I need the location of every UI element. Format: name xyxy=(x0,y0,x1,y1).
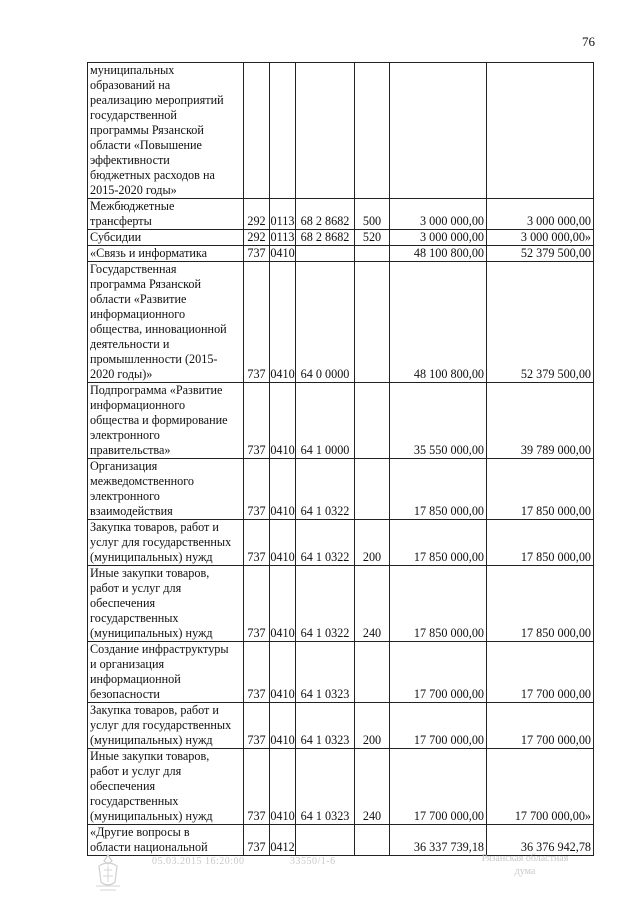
item-name-line: общества и формирование xyxy=(90,413,228,427)
section-code-cell: 0412 xyxy=(270,825,296,856)
amount-year-2-cell: 3 000 000,00» xyxy=(487,230,594,246)
amount-year-1-cell: 17 700 000,00 xyxy=(390,749,487,825)
table-row xyxy=(88,825,594,856)
item-name-line: межведомственного xyxy=(90,474,195,488)
expense-type-cell: 240 xyxy=(355,749,390,825)
item-name-line: государственной xyxy=(90,108,177,122)
footer-organization xyxy=(450,852,600,878)
budget-table xyxy=(87,62,594,856)
expense-type-cell xyxy=(355,642,390,703)
section-code-cell: 0410 xyxy=(270,642,296,703)
expense-type-cell: 500 xyxy=(355,199,390,230)
target-article-cell: 64 1 0323 xyxy=(296,749,355,825)
item-name-line: Организация xyxy=(90,459,158,473)
item-name-line: Иные закупки товаров, xyxy=(90,566,210,580)
section-code-cell: 0410 xyxy=(270,566,296,642)
item-name-line: промышленности (2015- xyxy=(90,352,218,366)
section-code-cell: 0410 xyxy=(270,383,296,459)
item-name-line: информационного xyxy=(90,307,186,321)
expense-type-cell xyxy=(355,825,390,856)
amount-year-2-cell xyxy=(487,63,594,199)
amount-year-2-cell: 3 000 000,00 xyxy=(487,199,594,230)
section-code-cell: 0410 xyxy=(270,459,296,520)
item-name-cell xyxy=(88,230,244,246)
section-code-cell: 0113 xyxy=(270,230,295,244)
ministry-code-cell: 737 xyxy=(244,749,270,825)
expense-type-cell: 240 xyxy=(355,566,390,642)
item-name-line: работ и услуг для xyxy=(90,764,182,778)
target-article-cell: 64 1 0322 xyxy=(296,566,355,642)
target-article-cell: 64 1 0322 xyxy=(296,459,355,520)
item-name-line: (муниципальных) нужд xyxy=(90,809,213,823)
item-name-line: обеспечения xyxy=(90,596,156,610)
item-name-line: 2020 годы)» xyxy=(90,367,153,381)
section-code-cell xyxy=(270,63,296,199)
page-number: 76 xyxy=(582,34,595,49)
item-name-line: безопасности xyxy=(90,687,160,701)
item-name-line: Закупка товаров, работ и xyxy=(90,520,219,534)
expense-type-cell: 520 xyxy=(355,230,390,246)
target-article-cell xyxy=(296,825,355,856)
section-code-cell: 0113 xyxy=(270,199,296,230)
item-name-cell xyxy=(88,262,244,383)
expense-type-cell xyxy=(355,383,390,459)
target-article-cell: 64 0 0000 xyxy=(296,262,355,383)
page-footer xyxy=(88,852,628,892)
footer-org-line: дума xyxy=(514,866,536,877)
target-article-cell: 64 1 0323 xyxy=(296,703,355,749)
ministry-code-cell: 292 xyxy=(244,199,270,230)
target-article-cell xyxy=(296,246,355,262)
table-row xyxy=(88,642,594,703)
item-name-line: (муниципальных) нужд xyxy=(90,626,213,640)
table-row xyxy=(88,246,594,262)
expense-type-cell xyxy=(355,459,390,520)
item-name-cell xyxy=(88,459,244,520)
target-article-cell: 64 1 0323 xyxy=(296,642,355,703)
item-name-line: области «Повышение xyxy=(90,138,202,152)
item-name-line: услуг для государственных xyxy=(90,535,232,549)
item-name-line: обеспечения xyxy=(90,779,156,793)
item-name-line: правительства» xyxy=(90,443,171,457)
item-name-line: трансферты xyxy=(90,214,152,228)
expense-type-cell xyxy=(355,246,390,262)
item-name-cell xyxy=(88,246,244,262)
table-row xyxy=(88,459,594,520)
amount-year-1-cell: 17 700 000,00 xyxy=(390,703,487,749)
ministry-code-cell: 737 xyxy=(244,566,270,642)
amount-year-1-cell: 17 850 000,00 xyxy=(390,520,487,566)
item-name-line: Подпрограмма «Развитие xyxy=(90,383,223,397)
target-article-cell: 64 1 0322 xyxy=(296,520,355,566)
item-name-line: бюджетных расходов на xyxy=(90,168,215,182)
ministry-code-cell: 737 xyxy=(244,262,270,383)
amount-year-2-cell: 17 700 000,00» xyxy=(487,749,594,825)
table-row xyxy=(88,566,594,642)
target-article-cell: 64 1 0000 xyxy=(296,383,355,459)
item-name-line: «Другие вопросы в xyxy=(90,825,190,839)
item-name-line: программа Рязанской xyxy=(90,277,202,291)
item-name-cell xyxy=(88,749,244,825)
section-code-cell: 0410 xyxy=(270,749,296,825)
item-name-cell xyxy=(88,199,244,230)
item-name-line: программы Рязанской xyxy=(90,123,204,137)
table-row xyxy=(88,199,594,230)
item-name-line: Государственная xyxy=(90,262,177,276)
amount-year-1-cell: 48 100 800,00 xyxy=(390,246,487,262)
expense-type-cell xyxy=(355,262,390,383)
item-name-cell xyxy=(88,520,244,566)
target-article-cell: 68 2 8682 xyxy=(296,230,355,246)
table-row xyxy=(88,703,594,749)
ministry-code-cell: 737 xyxy=(244,383,270,459)
amount-year-1-cell: 3 000 000,00 xyxy=(390,230,487,246)
item-name-line: образований на xyxy=(90,78,171,92)
amount-year-2-cell: 52 379 500,00 xyxy=(487,262,594,383)
item-name-line: Закупка товаров, работ и xyxy=(90,703,219,717)
amount-year-2-cell: 36 376 942,78 xyxy=(487,825,594,856)
ministry-code-cell: 737 xyxy=(244,246,270,262)
table-row xyxy=(88,383,594,459)
amount-year-2-cell: 17 700 000,00 xyxy=(487,642,594,703)
amount-year-2-cell: 17 850 000,00 xyxy=(487,566,594,642)
item-name-line: 2015-2020 годы» xyxy=(90,183,177,197)
item-name-cell xyxy=(88,566,244,642)
section-code-cell: 0410 xyxy=(270,703,296,749)
ministry-code-cell: 737 xyxy=(244,825,270,856)
section-code-cell: 0410 xyxy=(270,246,295,260)
footer-org-line: Рязанская областная xyxy=(481,853,569,864)
table-row xyxy=(88,749,594,825)
emblem-icon xyxy=(88,852,128,892)
item-name-line: взаимодействия xyxy=(90,504,173,518)
item-name-line: электронного xyxy=(90,428,160,442)
expense-type-cell xyxy=(355,63,390,199)
item-name-line: государственных xyxy=(90,794,179,808)
table-row xyxy=(88,63,594,199)
item-name-line: области «Развитие xyxy=(90,292,187,306)
footer-date: 05.03.2015 16:20:00 xyxy=(152,856,245,867)
amount-year-2-cell: 52 379 500,00 xyxy=(487,246,594,262)
item-name-line: государственных xyxy=(90,611,179,625)
amount-year-1-cell: 48 100 800,00 xyxy=(390,262,487,383)
amount-year-1-cell: 17 700 000,00 xyxy=(390,642,487,703)
item-name-line: муниципальных xyxy=(90,63,175,77)
item-name-cell xyxy=(88,63,244,199)
table-row xyxy=(88,262,594,383)
item-name-line: области национальной xyxy=(90,840,208,854)
amount-year-2-cell: 17 700 000,00 xyxy=(487,703,594,749)
budget-table-body xyxy=(88,63,594,856)
item-name-line: (муниципальных) нужд xyxy=(90,550,213,564)
item-name-line: (муниципальных) нужд xyxy=(90,733,213,747)
amount-year-1-cell xyxy=(390,63,487,199)
item-name-line: общества, инновационной xyxy=(90,322,227,336)
item-name-line: реализацию мероприятий xyxy=(90,93,224,107)
item-name-line: Создание инфраструктуры xyxy=(90,642,229,656)
item-name-line: деятельности и xyxy=(90,337,170,351)
ministry-code-cell: 737 xyxy=(244,459,270,520)
item-name-cell xyxy=(88,383,244,459)
item-name-line: Субсидии xyxy=(90,230,142,244)
section-code-cell: 0410 xyxy=(270,262,296,383)
item-name-line: Межбюджетные xyxy=(90,199,175,213)
item-name-cell xyxy=(88,703,244,749)
item-name-line: работ и услуг для xyxy=(90,581,182,595)
item-name-line: и организация xyxy=(90,657,165,671)
target-article-cell xyxy=(296,63,355,199)
expense-type-cell: 200 xyxy=(355,703,390,749)
ministry-code-cell: 737 xyxy=(244,703,270,749)
amount-year-1-cell: 35 550 000,00 xyxy=(390,383,487,459)
ministry-code-cell: 737 xyxy=(244,642,270,703)
item-name-line: информационной xyxy=(90,672,181,686)
item-name-cell xyxy=(88,642,244,703)
footer-document-number: 33550/1-6 xyxy=(290,856,336,867)
ministry-code-cell: 292 xyxy=(244,230,270,246)
section-code-cell: 0410 xyxy=(270,520,296,566)
amount-year-2-cell: 17 850 000,00 xyxy=(487,459,594,520)
item-name-line: «Связь и информатика xyxy=(90,246,208,260)
item-name-line: Иные закупки товаров, xyxy=(90,749,210,763)
table-row xyxy=(88,520,594,566)
amount-year-1-cell: 3 000 000,00 xyxy=(390,199,487,230)
amount-year-2-cell: 39 789 000,00 xyxy=(487,383,594,459)
table-row xyxy=(88,230,594,246)
expense-type-cell: 200 xyxy=(355,520,390,566)
item-name-cell xyxy=(88,825,244,856)
amount-year-2-cell: 17 850 000,00 xyxy=(487,520,594,566)
ministry-code-cell: 737 xyxy=(244,520,270,566)
amount-year-1-cell: 17 850 000,00 xyxy=(390,459,487,520)
item-name-line: услуг для государственных xyxy=(90,718,232,732)
amount-year-1-cell: 36 337 739,18 xyxy=(390,825,487,856)
item-name-line: эффективности xyxy=(90,153,170,167)
amount-year-1-cell: 17 850 000,00 xyxy=(390,566,487,642)
target-article-cell: 68 2 8682 xyxy=(296,199,355,230)
ministry-code-cell xyxy=(244,63,270,199)
item-name-line: электронного xyxy=(90,489,160,503)
item-name-line: информационного xyxy=(90,398,186,412)
